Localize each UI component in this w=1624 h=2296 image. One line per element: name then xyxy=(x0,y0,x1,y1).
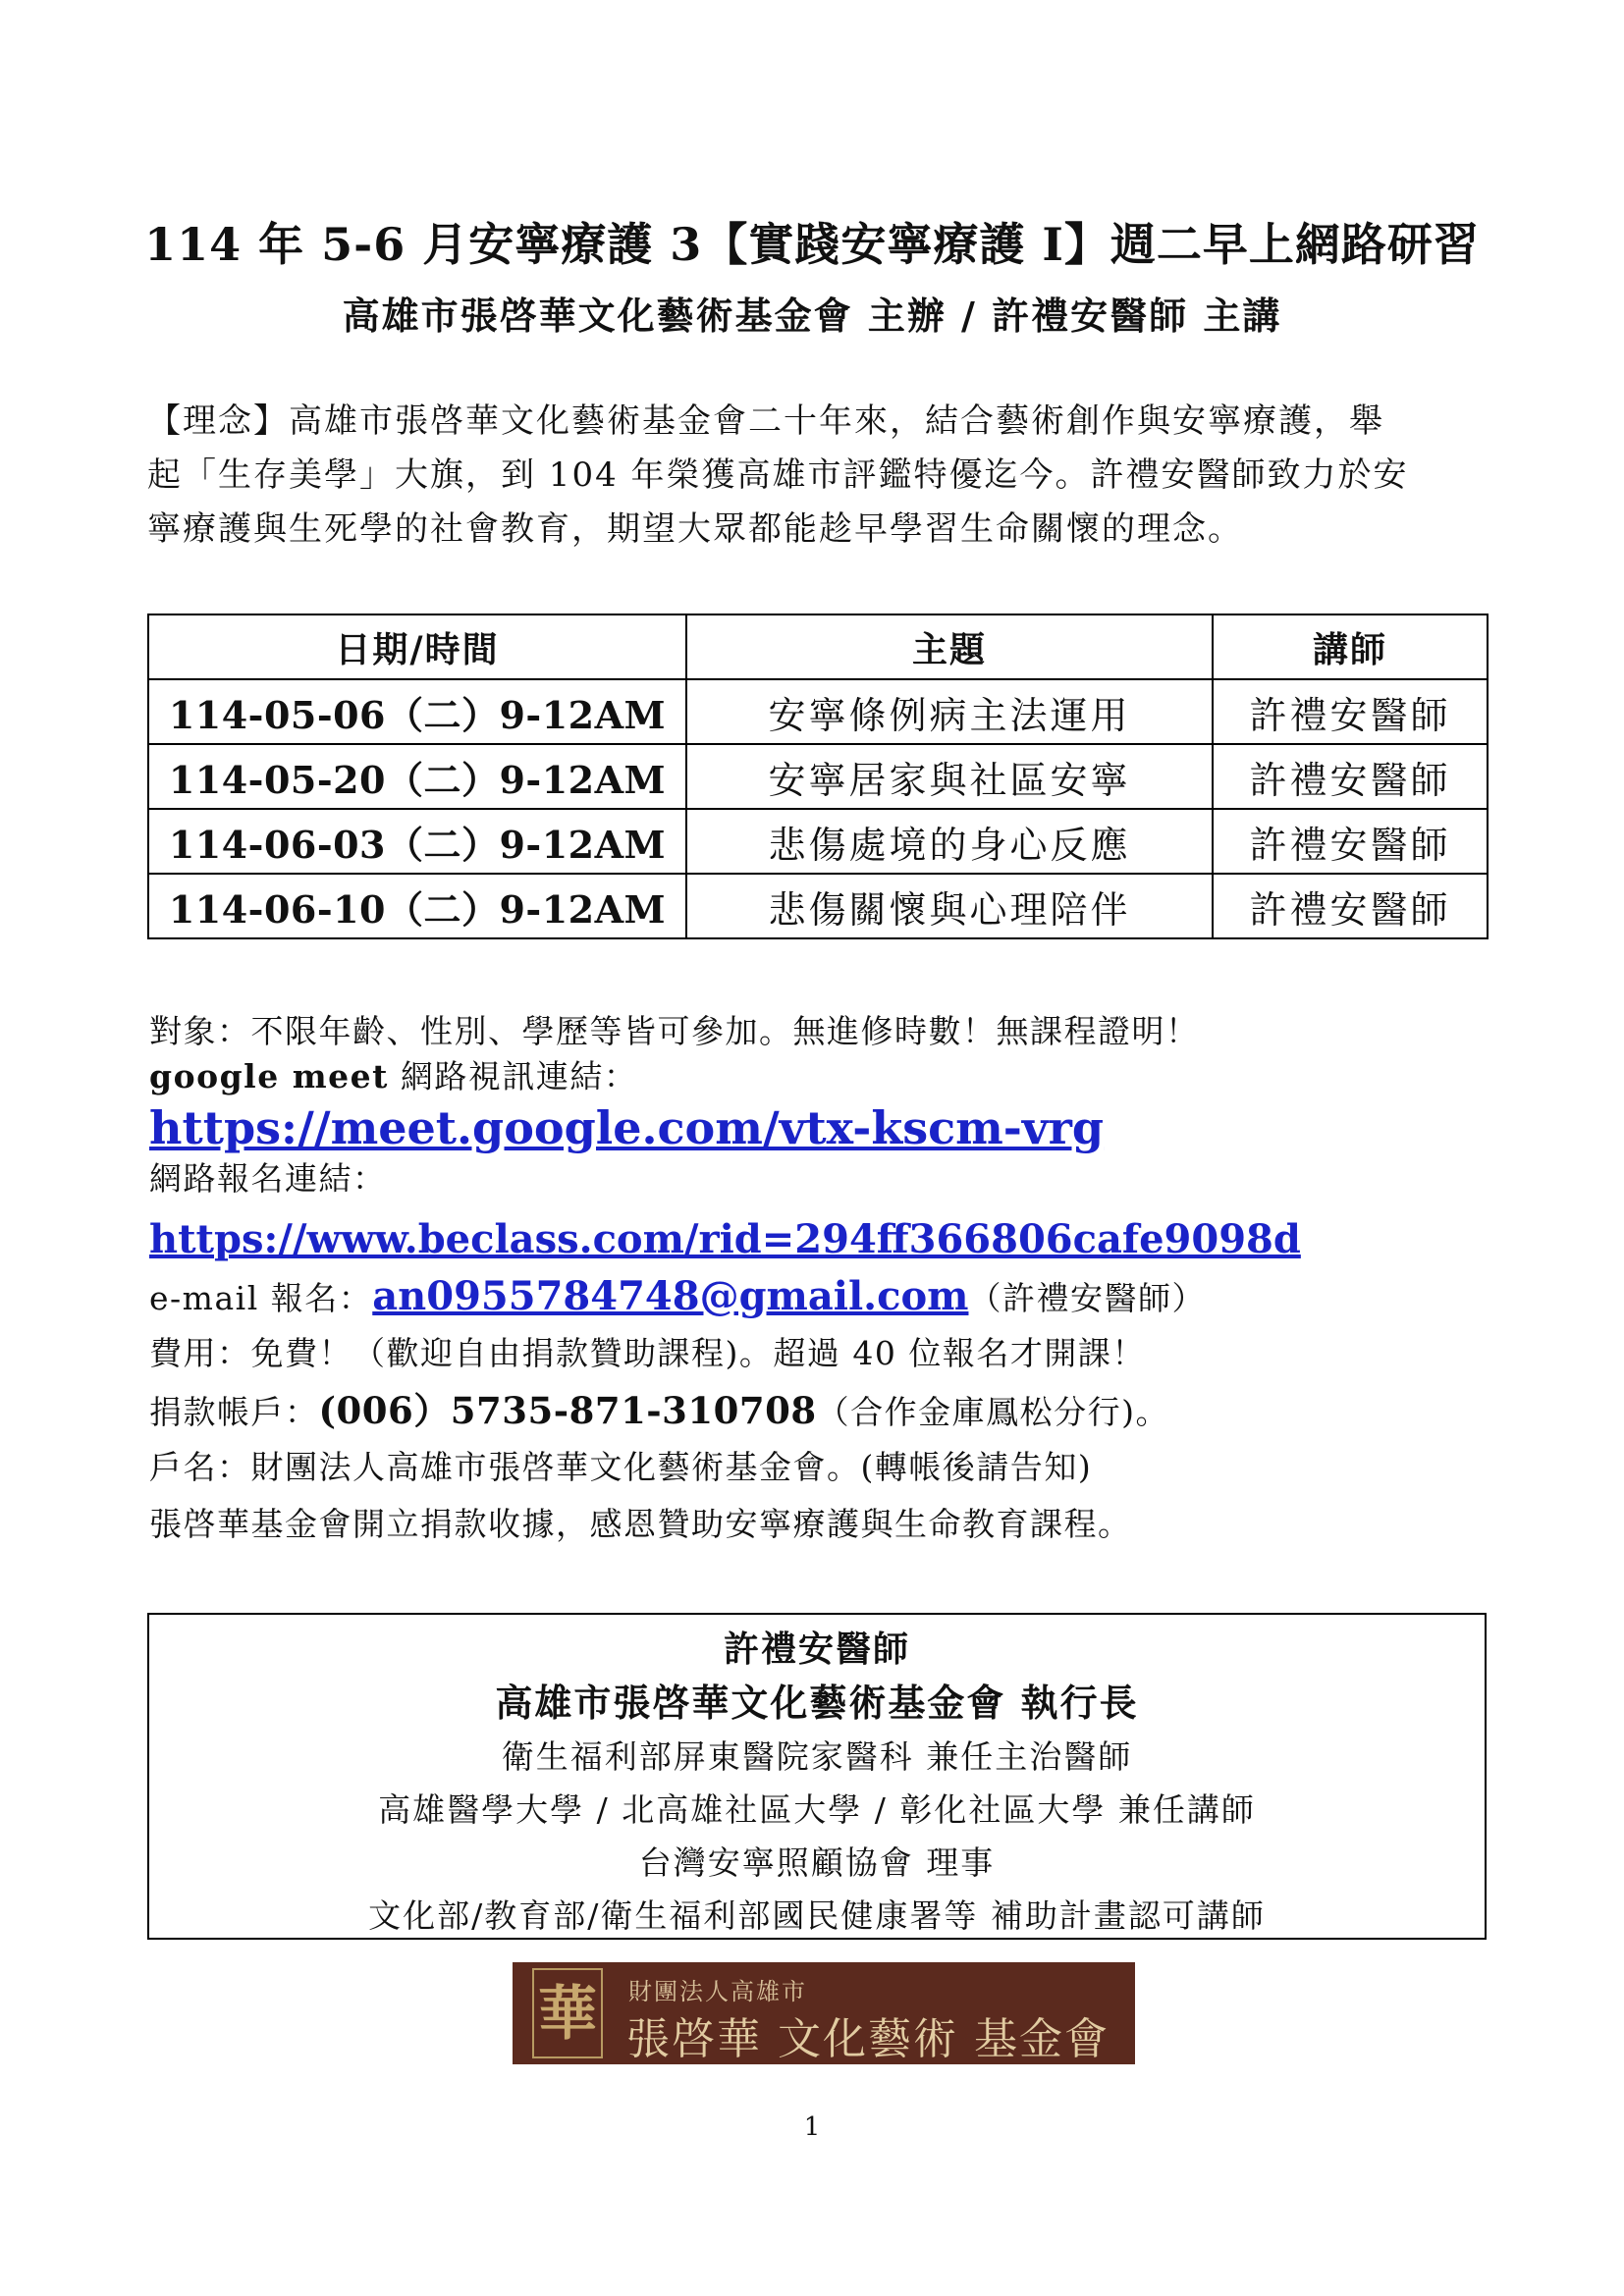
email-label: e-mail 報名： xyxy=(149,1279,373,1317)
concept-line: 起「生存美學」大旗，到 104 年榮獲高雄市評鑑特優迄今。許禮安醫師致力於安 xyxy=(147,455,1409,495)
account-label: 捐款帳戶： xyxy=(149,1393,319,1431)
page-title: 114 年 5-6 月安寧療護 3【實踐安寧療護 I】週二早上網路研習 xyxy=(144,218,1480,271)
concept-line: 【理念】高雄市張啓華文化藝術基金會二十年來，結合藝術創作與安寧療護，舉 xyxy=(147,401,1384,441)
profile-credential: 衛生福利部屏東醫院家醫科 兼任主治醫師 xyxy=(501,1737,1133,1776)
meet-link-line xyxy=(149,1099,1485,1156)
meet-label xyxy=(149,1054,1485,1099)
info-section xyxy=(149,1009,1485,1553)
session-topic: 安寧居家與社區安寧 xyxy=(686,744,1213,809)
profile-credential: 文化部/教育部/衛生福利部國民健康署等 補助計畫認可講師 xyxy=(368,1896,1266,1935)
email-link[interactable]: an0955784748@gmail.com xyxy=(372,1273,969,1319)
account-number: (006）5735-871-310708 xyxy=(318,1389,817,1432)
session-date: 114-05-20（二）9-12AM xyxy=(148,744,686,809)
register-link-line xyxy=(149,1211,1485,1268)
account-name-text: 戶名：財團法人高雄市張啓華文化藝術基金會。(轉帳後請告知) xyxy=(149,1448,1093,1486)
session-lecturer: 許禮安醫師 xyxy=(1213,874,1488,938)
lecturer-profile-box xyxy=(147,1613,1487,1940)
session-topic: 悲傷處境的身心反應 xyxy=(686,809,1213,874)
session-topic: 安寧條例病主法運用 xyxy=(686,679,1213,744)
table-header-row xyxy=(148,614,1488,679)
meet-link[interactable]: https://meet.google.com/vtx-kscm-vrg xyxy=(149,1101,1105,1154)
session-lecturer: 許禮安醫師 xyxy=(1213,744,1488,809)
table-row xyxy=(148,809,1488,874)
account-line xyxy=(149,1382,1485,1439)
page-subtitle: 高雄市張啓華文化藝術基金會 主辦 / 許禮安醫師 主講 xyxy=(342,294,1282,338)
register-label: 網路報名連結： xyxy=(149,1159,387,1198)
receipt-text: 張啓華基金會開立捐款收據，感恩贊助安寧療護與生命教育課程。 xyxy=(149,1505,1132,1543)
session-date: 114-05-06（二）9-12AM xyxy=(148,679,686,744)
email-suffix: （許禮安醫師） xyxy=(968,1279,1206,1317)
meet-label-brand: google meet xyxy=(149,1057,389,1095)
session-lecturer: 許禮安醫師 xyxy=(1213,679,1488,744)
session-date: 114-06-03（二）9-12AM xyxy=(148,809,686,874)
profile-name: 許禮安醫師 xyxy=(723,1629,910,1670)
column-header-topic: 主題 xyxy=(686,614,1213,679)
table-row xyxy=(148,744,1488,809)
logo-seal: 華 xyxy=(532,1968,603,2058)
audience-text: 對象：不限年齡、性別、學歷等皆可參加。無進修時數！無課程證明！ xyxy=(149,1012,1200,1050)
logo-subtitle: 財團法人高雄市 xyxy=(628,1978,807,2005)
page-number: 1 xyxy=(803,2112,821,2142)
account-bank: （合作金庫鳳松分行)。 xyxy=(816,1393,1170,1431)
column-header-lecturer: 講師 xyxy=(1213,614,1488,679)
profile-role: 高雄市張啓華文化藝術基金會 執行長 xyxy=(495,1681,1139,1725)
foundation-logo xyxy=(513,1962,1135,2064)
column-header-date: 日期/時間 xyxy=(148,614,686,679)
register-link[interactable]: https://www.beclass.com/rid=294ff366806cafe9098d xyxy=(149,1216,1301,1262)
schedule-table xyxy=(147,614,1489,939)
session-lecturer: 許禮安醫師 xyxy=(1213,809,1488,874)
session-topic: 悲傷關懷與心理陪伴 xyxy=(686,874,1213,938)
profile-credential: 高雄醫學大學 / 北高雄社區大學 / 彰化社區大學 兼任講師 xyxy=(378,1790,1256,1829)
fee-text: 費用：免費！（歡迎自由捐款贊助課程)。超過 40 位報名才開課！ xyxy=(149,1334,1146,1372)
meet-label-text: 網路視訊連結： xyxy=(388,1057,638,1095)
table-row xyxy=(148,874,1488,938)
table-row xyxy=(148,679,1488,744)
email-line xyxy=(149,1268,1485,1325)
profile-credential: 台灣安寧照顧協會 理事 xyxy=(638,1843,996,1882)
logo-name: 張啓華 文化藝術 基金會 xyxy=(626,2014,1110,2064)
session-date: 114-06-10（二）9-12AM xyxy=(148,874,686,938)
concept-line: 寧療護與生死學的社會教育，期望大眾都能趁早學習生命關懷的理念。 xyxy=(147,509,1243,549)
concept-paragraph xyxy=(147,395,1483,557)
